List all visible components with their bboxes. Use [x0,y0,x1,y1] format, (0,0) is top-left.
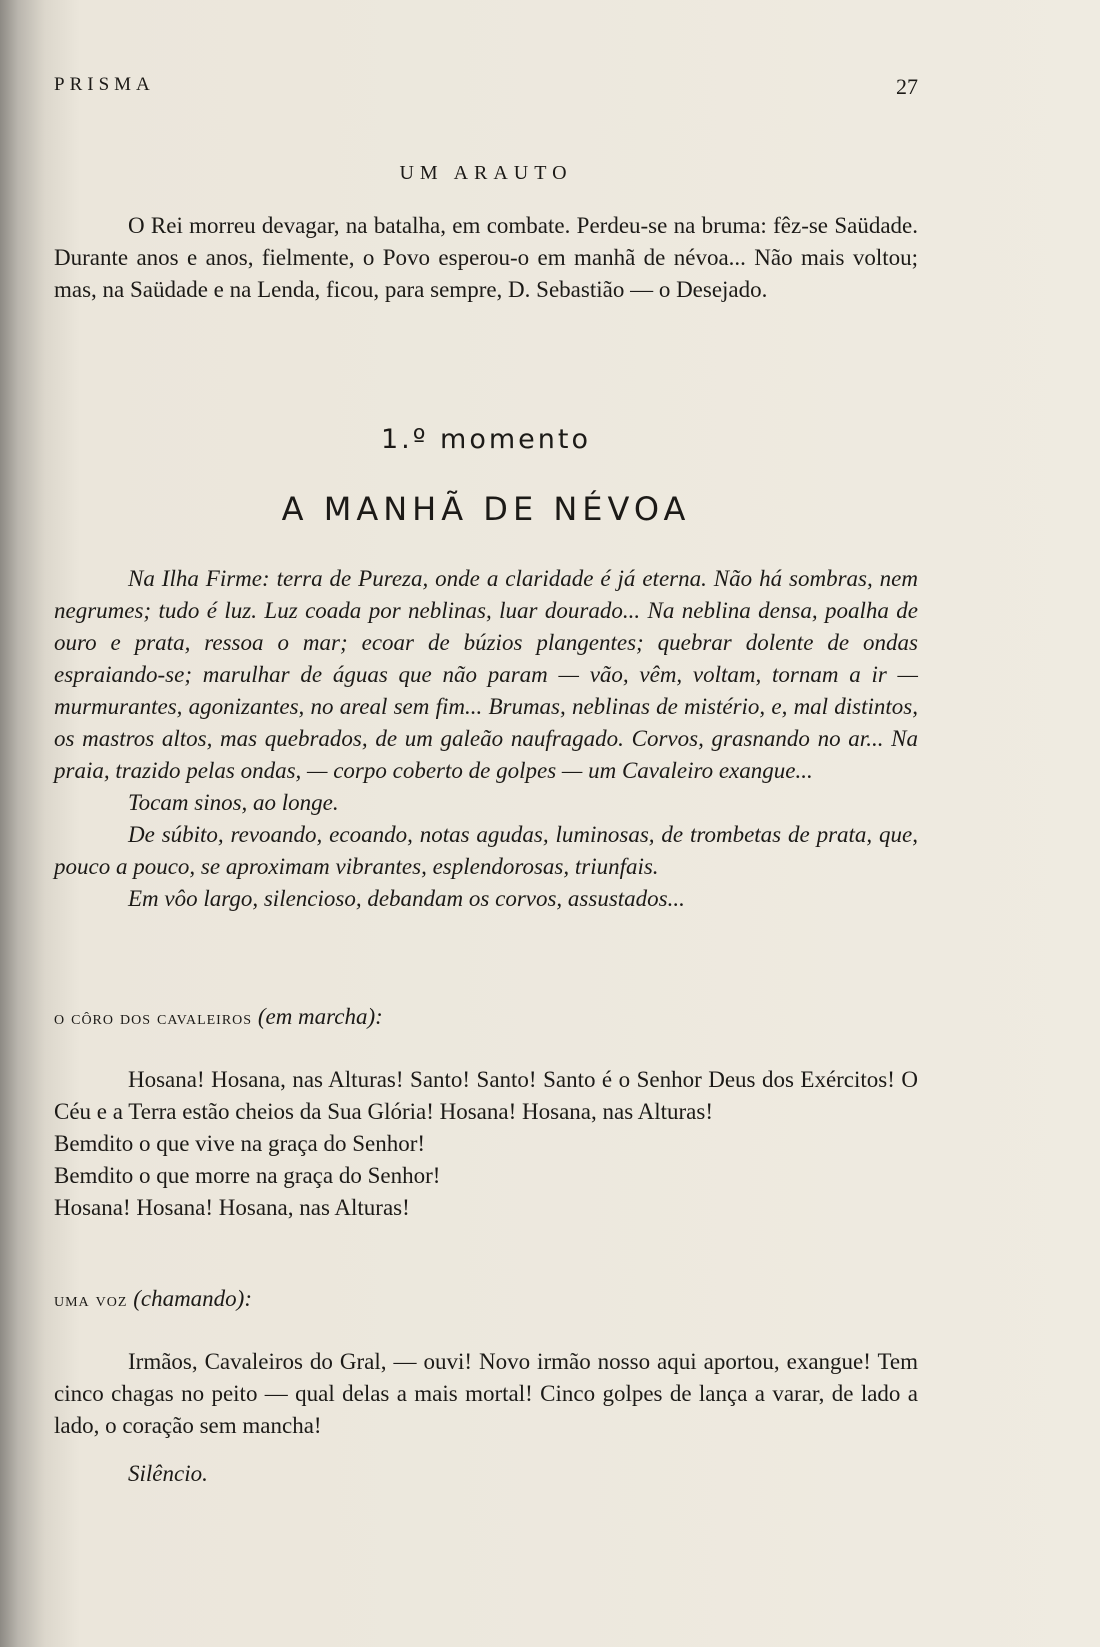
voice-prose: Irmãos, Cavaleiros do Gral, — ouvi! Novo irmão nosso aqui aportou, exangue! Tem cinco chagas no peito — qual delas a mais mortal! Cinco golpes de lança a varar, de lado a lado, o coração sem mancha! [54,1349,918,1438]
choir-prose: Hosana! Hosana, nas Alturas! Santo! Santo! Santo é o Senhor Deus dos Exércitos! O Céu e a Terra estão cheios da Sua Glória! Hosana! Hosana, nas Alturas! [54,1067,918,1124]
stage-paragraph: Na Ilha Firme: terra de Pureza, onde a claridade é já eterna. Não há sombras, nem negrumes; tudo é luz. Luz coada por neblinas, luar dourado... Na neblina densa, poalha de ouro e prata, ressoa o mar; ecoar de búzios plangentes; quebrar dolente de ondas espraiando-se; marulhar de águas que não param — vão, vêm, voltam, tornam a ir — murmurantes, agonizantes, no areal sem fim... Brumas, neblinas de mistério, e, mal distintos, os mastros altos, mas quebrados, de um galeão naufragado. Corvos, grasnando no ar... Na praia, trazido pelas ondas, — corpo coberto de golpes — um Cavaleiro exangue... [54,566,918,783]
voice-speaker: uma voz [54,1289,128,1311]
journal-title: PRISMA [54,74,155,95]
stage-directions [54,563,918,915]
choir-speaker-line [54,1001,918,1034]
stage-paragraph: De súbito, revoando, ecoando, notas agudas, luminosas, de trombetas de prata, que, pouco a pouco, se aproximam vibrantes, esplendorosas, triunfais. [54,822,918,879]
voice-direction: (chamando): [133,1286,252,1311]
stage-paragraph: Em vôo largo, silencioso, debandam os corvos, assustados... [128,886,685,911]
voice-speech [54,1346,918,1490]
choir-verse: Bemdito o que vive na graça do Senhor! [54,1131,426,1156]
choir-verse: Hosana! Hosana! Hosana, nas Alturas! [54,1195,410,1220]
intro-text: O Rei morreu devagar, na batalha, em combate. Perdeu-se na bruma: fêz-se Saüdade. Durante anos e anos, fielmente, o Povo esperou-o em manhã de névoa... Não mais voltou; mas, na Saüdade e na Lenda, ficou, para sempre, D. Sebastião — o Desejado. [54,213,918,302]
choir-direction: (em marcha): [257,1004,383,1029]
choir-speaker: o côro dos cavaleiros [54,1007,253,1029]
section-title: A MANHÃ DE NÉVOA [281,490,691,528]
stage-paragraph: Tocam sinos, ao longe. [128,790,339,815]
herald-heading: UM ARAUTO [399,162,573,184]
choir-speech [54,1064,918,1224]
momento-label: 1.º momento [380,424,592,455]
page-number: 27 [896,74,918,99]
voice-speaker-line [54,1283,918,1316]
voice-closing: Silêncio. [128,1461,208,1486]
choir-verse: Bemdito o que morre na graça do Senhor! [54,1163,441,1188]
running-head [54,74,918,99]
intro-paragraph [54,210,918,306]
